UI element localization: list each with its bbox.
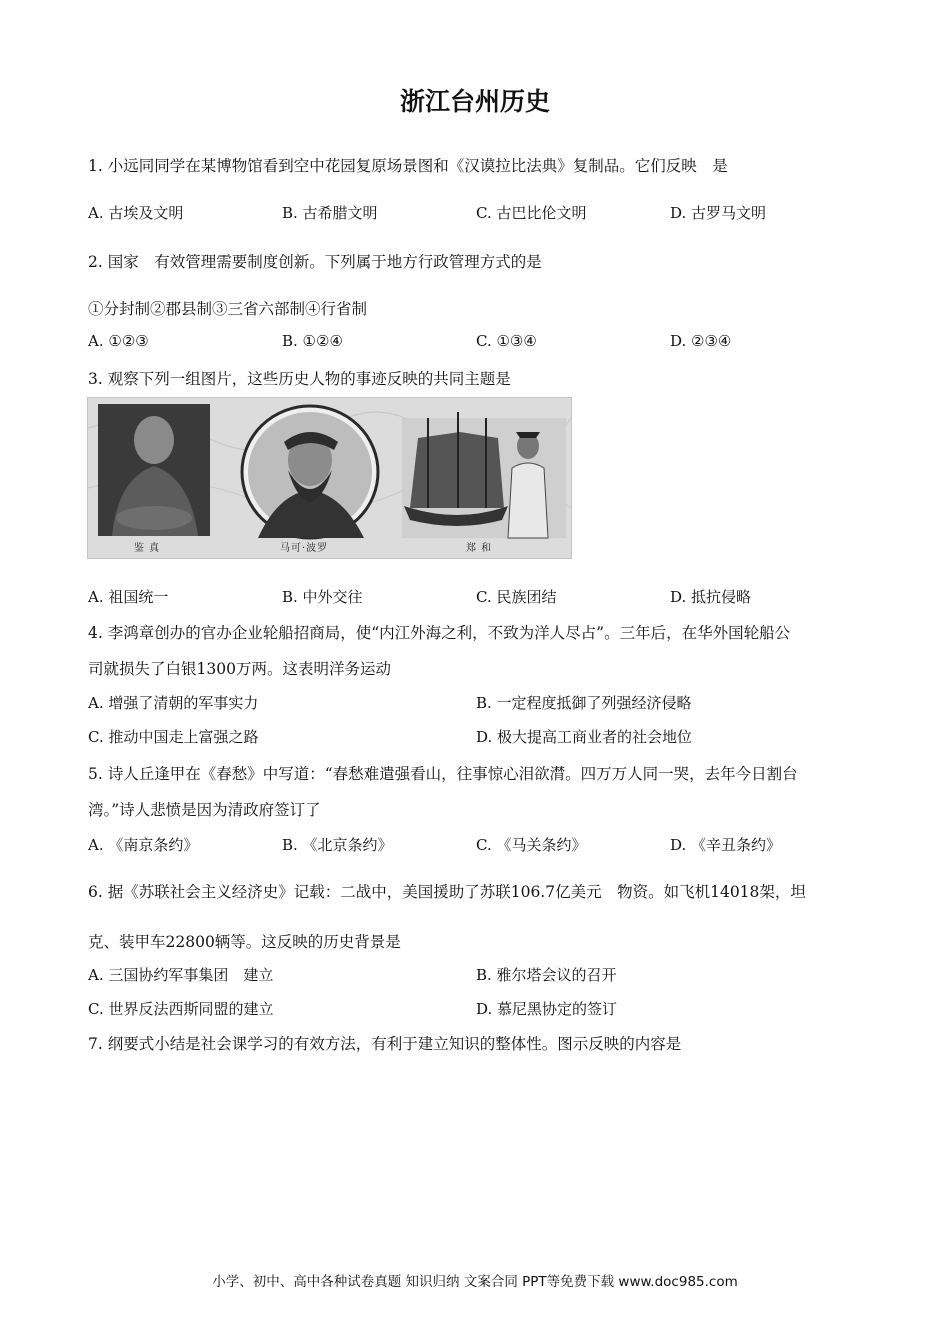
q6-option-d: D. 慕尼黑协定的签订: [476, 1000, 618, 1018]
q1-option-b: B. 古希腊文明: [282, 204, 378, 222]
zheng-he-figure: [402, 412, 566, 538]
q5-option-a: A. 《南京条约》: [88, 836, 199, 854]
q3-option-a: A. 祖国统一: [88, 588, 169, 606]
q5-option-c: C. 《马关条约》: [476, 836, 587, 854]
q4-option-d: D. 极大提高工商业者的社会地位: [476, 728, 693, 746]
jianzhen-figure: [98, 404, 210, 536]
question-4-stem-line2: 司就损失了白银1300万两。这表明洋务运动: [88, 660, 391, 678]
q3-option-d: D. 抵抗侵略: [670, 588, 752, 606]
historical-figures-image: [87, 397, 572, 559]
q1-option-c: C. 古巴比伦文明: [476, 204, 587, 222]
q1-option-a: A. 古埃及文明: [88, 204, 184, 222]
question-4-stem-line1: 4. 李鸿章创办的官办企业轮船招商局，使“内江外海之利，不致为洋人尽占”。三年后，在华外国轮船公: [88, 624, 791, 642]
question-2-stem: 2. 国家 有效管理需要制度创新。下列属于地方行政管理方式的是: [88, 253, 542, 271]
question-5-stem-line1: 5. 诗人丘逢甲在《春愁》中写道：“春愁难遣强看山，往事惊心泪欲潸。四万万人同一哭，去年今日割台: [88, 765, 798, 783]
q4-option-b: B. 一定程度抵御了列强经济侵略: [476, 694, 692, 712]
page-title: 浙江台州历史: [399, 87, 550, 116]
question-1-stem: 1. 小远同同学在某博物馆看到空中花园复原场景图和《汉谟拉比法典》复制品。它们反映 是: [88, 157, 728, 175]
q2-option-c: C. ①③④: [476, 332, 537, 350]
caption-zheng-he: 郑 和: [466, 543, 493, 554]
question-6-stem-line2: 克、装甲车22800辆等。这反映的历史背景是: [88, 933, 401, 951]
q5-option-b: B. 《北京条约》: [282, 836, 393, 854]
question-2-items: ①分封制②郡县制③三省六部制④行省制: [88, 300, 368, 318]
caption-jianzhen: 鉴 真: [134, 543, 161, 554]
caption-marco-polo: 马可·波罗: [280, 543, 329, 554]
question-5-stem-line2: 湾。”诗人悲愤是因为清政府签订了: [88, 801, 321, 819]
q6-option-a: A. 三国协约军事集团 建立: [88, 966, 274, 984]
q2-option-a: A. ①②③: [88, 332, 149, 350]
marco-polo-figure: [242, 406, 378, 538]
q6-option-b: B. 雅尔塔会议的召开: [476, 966, 617, 984]
question-6-stem-line1: 6. 据《苏联社会主义经济史》记载：二战中，美国援助了苏联106.7亿美元 物资。如飞机14018架，坦: [88, 883, 806, 901]
q1-option-d: D. 古罗马文明: [670, 204, 767, 222]
q3-option-b: B. 中外交往: [282, 588, 363, 606]
page-footer: 小学、初中、高中各种试卷真题 知识归纳 文案合同 PPT等免费下载 www.doc985.com: [212, 1274, 738, 1290]
question-7-stem: 7. 纲要式小结是社会课学习的有效方法，有利于建立知识的整体性。图示反映的内容是: [88, 1035, 682, 1053]
q2-option-b: B. ①②④: [282, 332, 343, 350]
q4-option-c: C. 推动中国走上富强之路: [88, 728, 259, 746]
question-3-stem: 3. 观察下列一组图片，这些历史人物的事迹反映的共同主题是: [88, 370, 511, 388]
q3-option-c: C. 民族团结: [476, 588, 557, 606]
q4-option-a: A. 增强了清朝的军事实力: [88, 694, 259, 712]
q5-option-d: D. 《辛丑条约》: [670, 836, 782, 854]
figures-illustration: [88, 398, 571, 558]
q6-option-c: C. 世界反法西斯同盟的建立: [88, 1000, 274, 1018]
q2-option-d: D. ②③④: [670, 332, 732, 350]
